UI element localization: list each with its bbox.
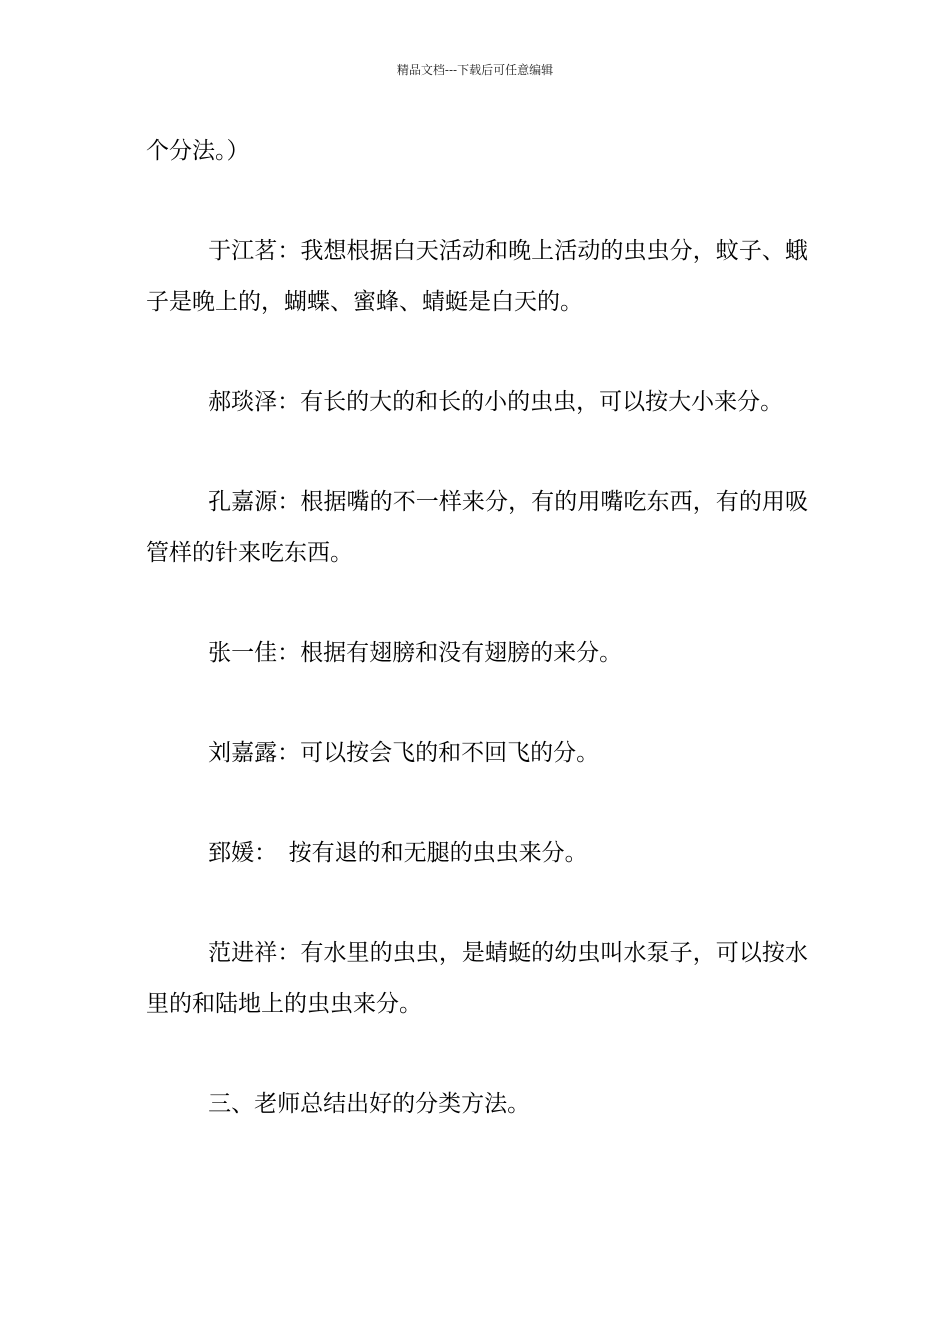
- paragraph-gap: [146, 177, 808, 226]
- paragraph: 三、老师总结出好的分类方法。: [208, 1091, 531, 1117]
- paragraph: 郝琰泽：有长的大的和长的小的虫虫，可以按大小来分。: [208, 389, 784, 415]
- document-body: [146, 126, 808, 1130]
- page-header: 精品文档---下载后可任意编辑: [396, 63, 554, 77]
- paragraph-gap: [146, 679, 808, 728]
- paragraph-gap: [146, 1030, 808, 1079]
- paragraph: 张一佳：根据有翅膀和没有翅膀的来分。: [208, 640, 623, 666]
- paragraph-gap: [146, 428, 808, 477]
- paragraph: 个分法。）: [146, 138, 250, 164]
- paragraph: 范进祥：有水里的虫虫，是蜻蜓的幼虫叫水泵子，可以按水里的和陆地上的虫虫来分。: [146, 940, 808, 1017]
- paragraph-gap: [146, 328, 808, 377]
- paragraph-gap: [146, 579, 808, 628]
- paragraph-gap: [146, 879, 808, 928]
- paragraph-gap: [146, 779, 808, 828]
- paragraph: 于江茗：我想根据白天活动和晚上活动的虫虫分，蚊子、蛾子是晚上的，蝴蝶、蜜蜂、蜻蜓是白天的。: [146, 238, 808, 315]
- paragraph: 孔嘉源：根据嘴的不一样来分，有的用嘴吃东西，有的用吸管样的针来吃东西。: [146, 489, 808, 566]
- paragraph: 刘嘉露：可以按会飞的和不回飞的分。: [208, 740, 600, 766]
- paragraph: 郅媛： 按有退的和无腿的虫虫来分。: [208, 840, 588, 866]
